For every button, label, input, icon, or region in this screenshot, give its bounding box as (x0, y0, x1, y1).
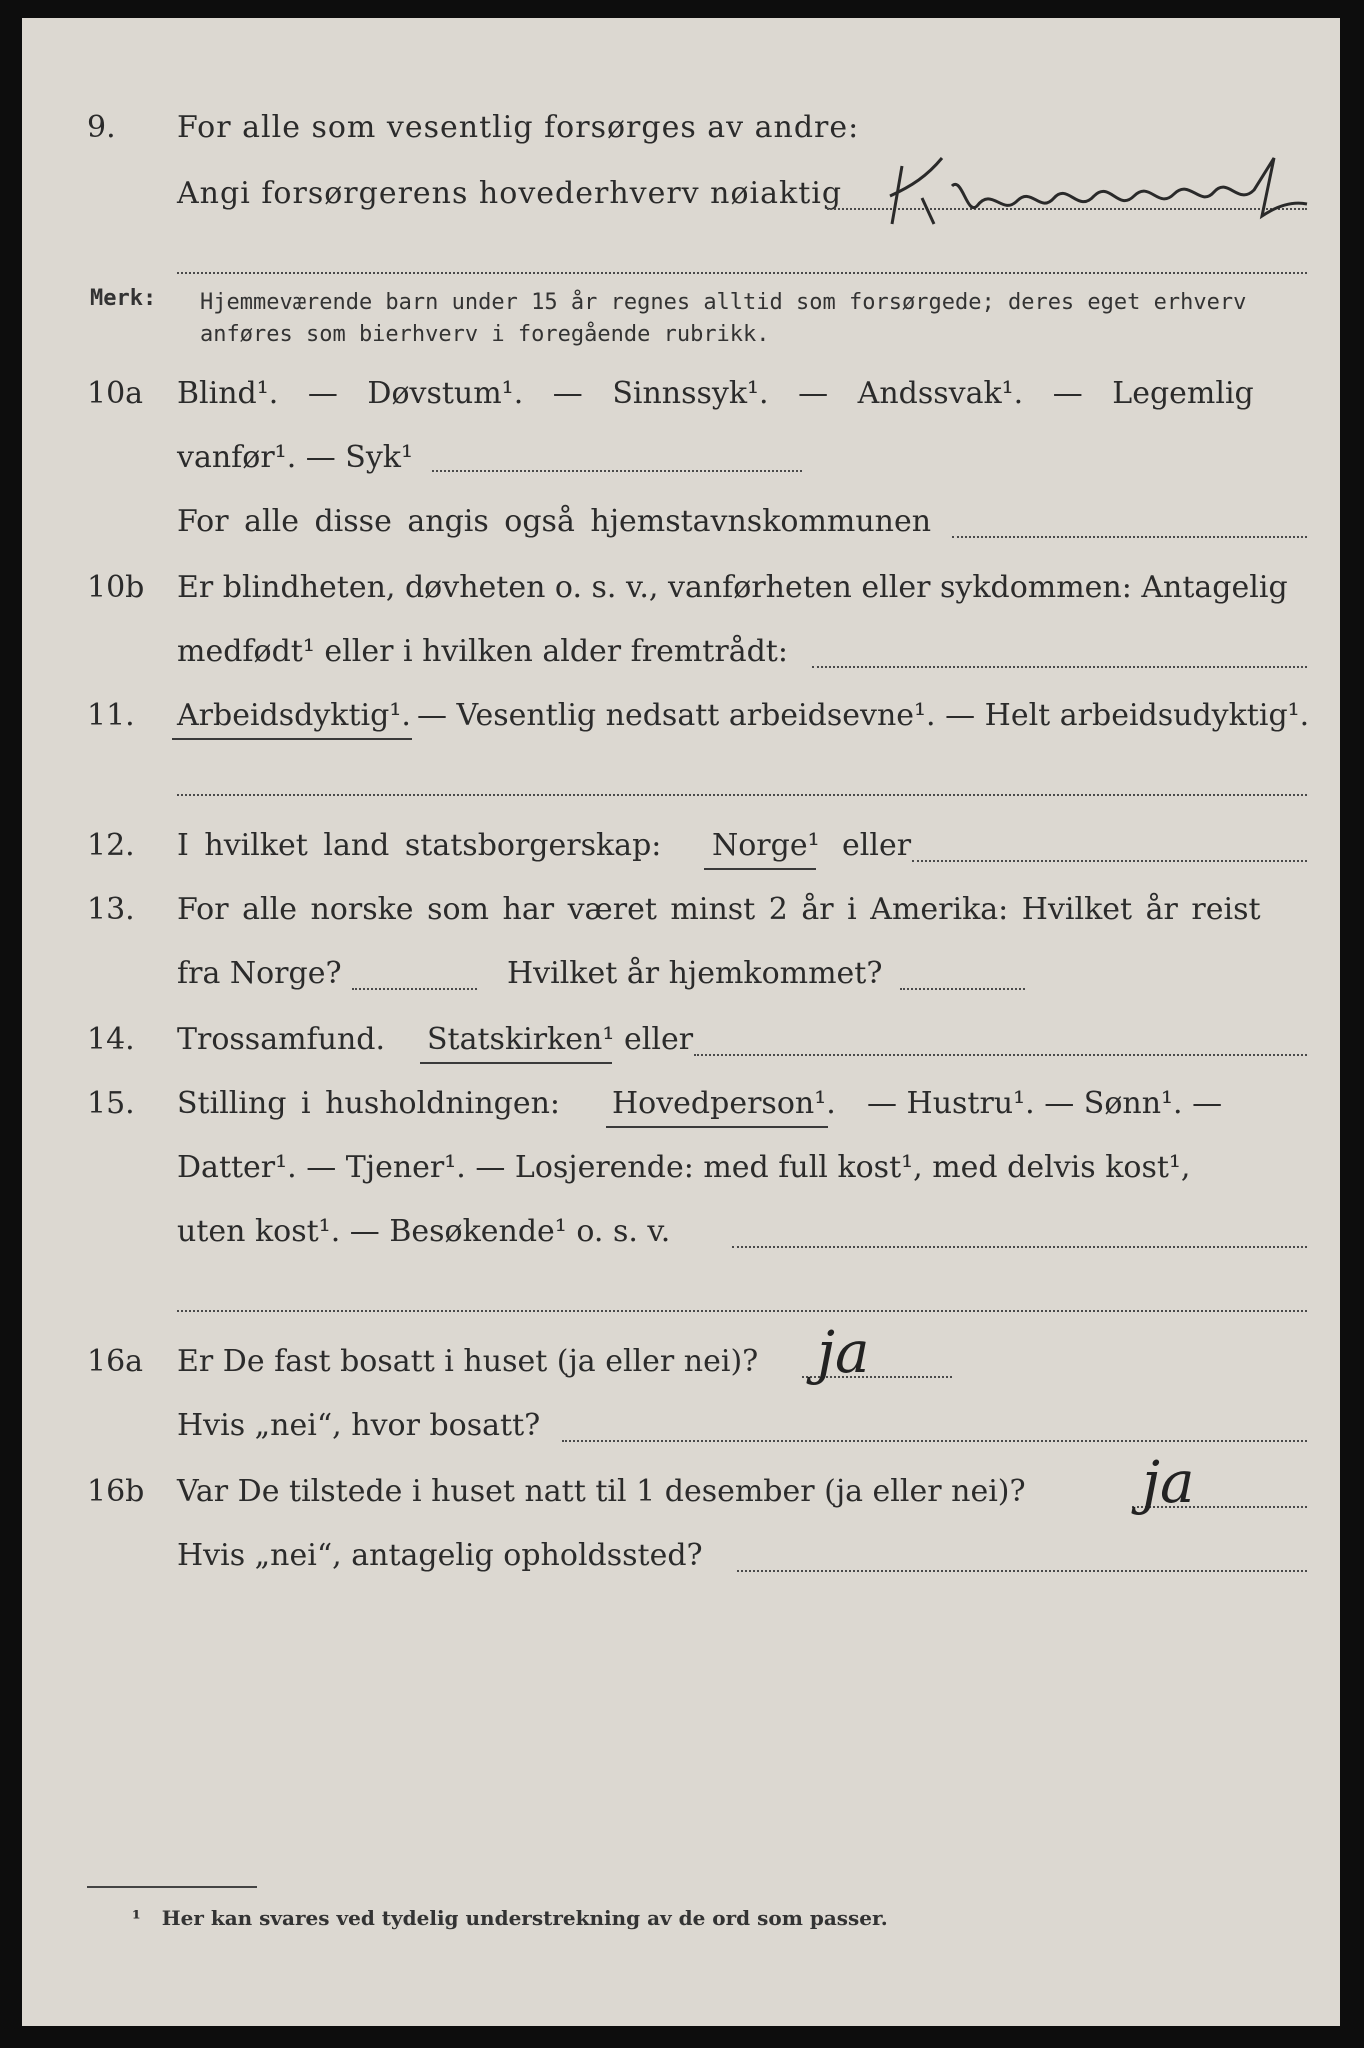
footnote-mark: ¹ (132, 1906, 141, 1930)
q9-handwritten-answer (882, 146, 1312, 236)
census-form-page (22, 18, 1340, 2026)
q13-text-line1: For alle norske som har været minst 2 år i Amerika: Hvilket år reist (177, 892, 1261, 927)
footnote-text: Her kan svares ved tydelig understrekning av de ord som passer. (161, 1906, 888, 1930)
q13-reist-line (352, 988, 477, 990)
q16b-opholdssted-line (737, 1570, 1307, 1572)
q13-text-line2b: Hvilket år hjemkommet? (507, 956, 883, 991)
q16a-bosatt-line (562, 1440, 1307, 1442)
q10a-text-line2: vanfør¹. — Syk¹ (177, 440, 414, 475)
q10a-text-line3: For alle disse angis også hjemstavnskommunen (177, 504, 932, 539)
q9-label: 9. (87, 110, 116, 145)
q10a-syk-line (432, 470, 802, 472)
q15-text-pre: Stilling i husholdningen: (177, 1086, 561, 1121)
q10b-answer-line (812, 666, 1307, 668)
footnote-rule (87, 1886, 257, 1888)
q15-option-hovedperson: Hovedperson¹. (612, 1086, 836, 1121)
q16a-text-line1: Er De fast bosatt i huset (ja eller nei)? (177, 1344, 759, 1379)
q11-option-arbeidsdyktig: Arbeidsdyktig¹. (177, 698, 411, 733)
q14-text-pre: Trossamfund. (177, 1022, 386, 1057)
q16a-label: 16a (87, 1344, 144, 1379)
q15-answer-line (732, 1246, 1307, 1248)
q11-extra-line (177, 794, 1307, 796)
q13-hjemkommet-line (900, 988, 1025, 990)
merk-text-line1: Hjemmeværende barn under 15 år regnes alltid som forsørgede; deres eget erhverv (200, 290, 1247, 315)
q11-text-rest: — Vesentlig nedsatt arbeidsevne¹. — Helt arbeidsudyktig¹. (417, 698, 1310, 733)
q16a-handwritten-answer: ja (817, 1318, 870, 1386)
q12-label: 12. (87, 828, 135, 863)
q15-extra-line (177, 1310, 1307, 1312)
q10b-label: 10b (87, 570, 145, 605)
q14-option-statskirken: Statskirken¹ (427, 1022, 615, 1057)
q16b-text-line1: Var De tilstede i huset natt til 1 desember (ja eller nei)? (177, 1474, 1026, 1509)
q10a-label: 10a (87, 376, 144, 411)
q11-label: 11. (87, 698, 135, 733)
q12-text-pre: I hvilket land statsborgerskap: (177, 828, 662, 863)
q15-text-line3: uten kost¹. — Besøkende¹ o. s. v. (177, 1214, 671, 1249)
q14-underline (420, 1062, 612, 1064)
q12-answer-line (912, 860, 1307, 862)
q10a-hjemstavn-line (952, 536, 1307, 538)
q15-text-line2: Datter¹. — Tjener¹. — Losjerende: med full kost¹, med delvis kost¹, (177, 1150, 1191, 1185)
q10a-text-line1: Blind¹. — Døvstum¹. — Sinnssyk¹. — Andssvak¹. — Legemlig (177, 376, 1254, 411)
q14-answer-line (694, 1054, 1307, 1056)
q16b-text-line2: Hvis „nei“, antagelig opholdssted? (177, 1538, 703, 1573)
q12-text-post: eller (842, 828, 912, 863)
q14-text-post: eller (624, 1022, 694, 1057)
q13-label: 13. (87, 892, 135, 927)
q14-label: 14. (87, 1022, 135, 1057)
q9-text-line2: Angi forsørgerens hovederhverv nøiaktig (177, 176, 843, 211)
q15-label: 15. (87, 1086, 135, 1121)
q15-text-rest1: — Hustru¹. — Sønn¹. — (867, 1086, 1223, 1121)
q10b-text-line2: medfødt¹ eller i hvilken alder fremtrådt: (177, 634, 788, 669)
merk-text-line2: anføres som bierhverv i foregående rubrikk. (200, 322, 770, 347)
merk-label: Merk: (90, 286, 157, 311)
q10b-text-line1: Er blindheten, døvheten o. s. v., vanførheten eller sykdommen: Antagelig (177, 570, 1288, 605)
q16a-text-line2: Hvis „nei“, hvor bosatt? (177, 1408, 541, 1443)
q11-underline (172, 738, 412, 740)
q9-extra-line (177, 272, 1307, 274)
footnote (132, 1906, 888, 1930)
q9-text-line1: For alle som vesentlig forsørges av andre: (177, 110, 860, 145)
q16b-handwritten-answer: ja (1142, 1448, 1195, 1516)
q15-underline (606, 1126, 828, 1128)
q13-text-line2a: fra Norge? (177, 956, 342, 991)
q16b-label: 16b (87, 1474, 145, 1509)
q12-underline (704, 868, 816, 870)
q12-option-norge: Norge¹ (712, 828, 820, 863)
